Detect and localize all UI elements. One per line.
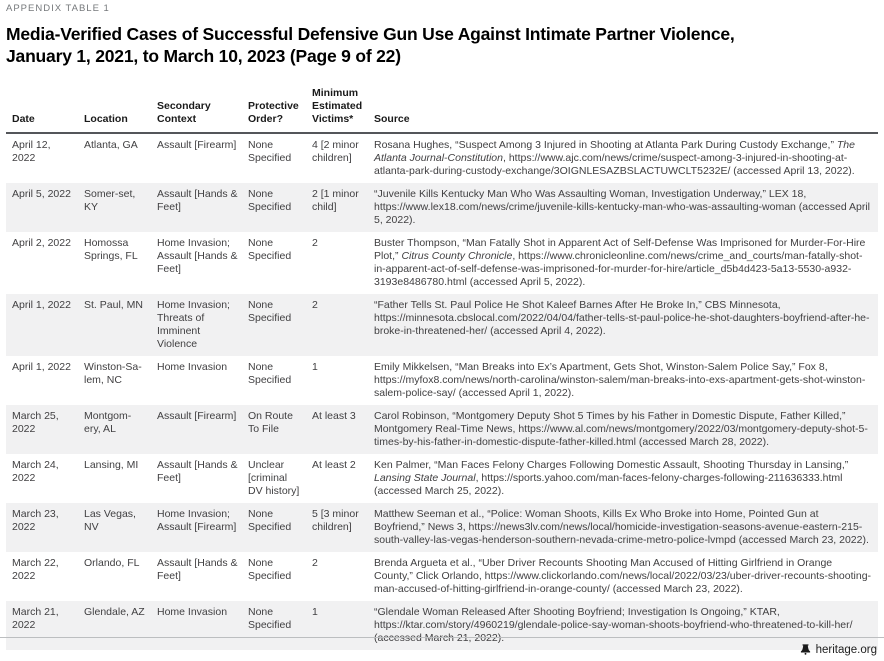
cell-location: Homossa Springs, FL [84, 237, 138, 262]
cell-date: April 2, 2022 [12, 237, 71, 249]
cell-date: April 1, 2022 [12, 299, 71, 311]
page-title: Media-Verified Cases of Successful Defensive Gun Use Against Intimate Partner Violence, January 1, 2021, to March 10, 2023 (Page 9 of 22) [6, 24, 735, 66]
cell-secondary-context: Assault [Hands & Feet] [157, 188, 238, 213]
cell-secondary-context: Assault [Hands & Feet] [157, 557, 238, 582]
cell-source: Carol Robinson, “Montgomery Deputy Shot 5 Times by his Father in Domestic Dispute, Father Killed,” Montgomery Real-Time News, https://www.al.com/news/montgomery/2022/03/montgomery-deputy-shot-5-times-by-his-father-in-domestic-dispute-father-killed.html (accessed March 28, 2022). [374, 410, 868, 448]
cell-source: Rosana Hughes, “Suspect Among 3 Injured in Shooting at Atlanta Park During Custody Exchange,” The Atlanta Journal-Constitution, https://www.ajc.com/news/crime/suspect-among-3-injured-in-shooting-at-atlanta-park-during-custody-exchange/3OIGNLESAZBSLACTUWCLT5232E/ (accessed April 13, 2022). [374, 139, 855, 177]
heritage-brand [799, 643, 877, 656]
cell-location: Glendale, AZ [84, 606, 145, 618]
heritage-bell-icon [799, 643, 812, 656]
cell-source: Ken Palmer, “Man Faces Felony Charges Following Domestic Assault, Shooting Thursday in Lansing,” Lansing State Journal, https://sports.yahoo.com/man-faces-felony-charges-following-211636333.html (accessed March 25, 2022). [374, 459, 849, 497]
cell-secondary-context: Home Invasion [157, 361, 228, 373]
cell-date: April 12, 2022 [12, 139, 51, 164]
defensive-gun-use-table [6, 87, 878, 650]
cell-protective-order: None Specified [248, 606, 292, 631]
footer-site-text: heritage.org [815, 643, 877, 656]
cell-secondary-context: Assault [Firearm] [157, 410, 237, 422]
cell-date: March 24, 2022 [12, 459, 59, 484]
page-footer [0, 637, 884, 661]
cell-min-victims: At least 2 [312, 459, 356, 471]
column-header-source: Source [374, 87, 878, 133]
cell-location: Lansing, MI [84, 459, 139, 471]
column-header-location: Location [84, 87, 157, 133]
cell-location: St. Paul, MN [84, 299, 143, 311]
cell-min-victims: At least 3 [312, 410, 356, 422]
cell-source: Brenda Argueta et al., “Uber Driver Recounts Shooting Man Accused of Hitting Girlfriend in Orange County,” Click Orlando, https://www.clickorlando.com/news/local/2022/03/23/uber-driver-recounts-shooting-man-accused-of-hitting-girlfriend-in-orange-county/ (accessed March 23, 2022). [374, 557, 872, 595]
table-row [6, 356, 878, 405]
table-row [6, 294, 878, 356]
cell-date: April 1, 2022 [12, 361, 71, 373]
cell-min-victims: 2 [312, 237, 318, 249]
cell-min-victims: 5 [3 minor children] [312, 508, 359, 533]
cell-location: Atlanta, GA [84, 139, 138, 151]
cell-date: March 21, 2022 [12, 606, 59, 631]
cell-protective-order: None Specified [248, 557, 292, 582]
cell-location: Las Vegas, NV [84, 508, 136, 533]
column-header-secondary-context: Secondary Context [157, 87, 248, 133]
table-row [6, 503, 878, 552]
cell-min-victims: 2 [1 minor child] [312, 188, 359, 213]
table-row [6, 183, 878, 232]
cell-date: April 5, 2022 [12, 188, 71, 200]
cell-secondary-context: Home Invasion; Assault [Firearm] [157, 508, 237, 533]
cell-source: Matthew Seeman et al., “Police: Woman Shoots, Kills Ex Who Broke into Home, Pointed Gun at Boyfriend,” News 3, https://news3lv.com/news/local/homicide-investigation-seasons-avenue-eastern-215-south-valley-las-vegas-henderson-southern-nevada-crime-metro-police-lvmpd (accessed March 23, 2022). [374, 508, 869, 546]
table-row [6, 454, 878, 503]
cell-source: Buster Thompson, “Man Fatally Shot in Apparent Act of Self-Defense Was Imprisoned for Murder-For-Hire Plot,” Citrus County Chronicle, https://www.chronicleonline.com/news/crime_and_courts/man-fatally-shot-in-apparent-act-of-self-defense-was-imprisoned-for-murder-for-hire/article_d5b4d423-5a13-5530-a932-3193e8486780.html (accessed April 5, 2022). [374, 237, 866, 288]
table-row [6, 405, 878, 454]
cell-protective-order: None Specified [248, 188, 292, 213]
table-row [6, 232, 878, 294]
cell-location: Somer-set, KY [84, 188, 136, 213]
cell-protective-order: Unclear [criminal DV history] [248, 459, 300, 497]
cell-min-victims: 2 [312, 299, 318, 311]
cell-source: “Juvenile Kills Kentucky Man Who Was Assaulting Woman, Investigation Underway,” LEX 18, https://www.lex18.com/news/crime/juvenile-kills-kentucky-man-who-was-assaulting-woman (accessed April 5, 2022). [374, 188, 871, 226]
cell-location: Winston-Sa-lem, NC [84, 361, 142, 386]
column-header-date: Date [6, 87, 84, 133]
cell-secondary-context: Home Invasion [157, 606, 228, 618]
table-row [6, 552, 878, 601]
cell-protective-order: None Specified [248, 361, 292, 386]
cell-secondary-context: Home Invasion; Assault [Hands & Feet] [157, 237, 238, 275]
cell-min-victims: 4 [2 minor children] [312, 139, 359, 164]
cell-protective-order: None Specified [248, 237, 292, 262]
table-header-row [6, 87, 878, 133]
cell-date: March 23, 2022 [12, 508, 59, 533]
appendix-table-kicker: APPENDIX TABLE 1 [6, 3, 110, 14]
cell-secondary-context: Assault [Firearm] [157, 139, 237, 151]
cell-secondary-context: Assault [Hands & Feet] [157, 459, 238, 484]
cell-secondary-context: Home Invasion; Threats of Imminent Violence [157, 299, 230, 350]
column-header-min-victims: Minimum Estimated Victims* [312, 87, 374, 133]
cell-date: March 25, 2022 [12, 410, 59, 435]
cell-protective-order: None Specified [248, 508, 292, 533]
cell-min-victims: 1 [312, 361, 318, 373]
cell-source: Emily Mikkelsen, “Man Breaks into Ex’s Apartment, Gets Shot, Winston-Salem Police Say,” Fox 8, https://myfox8.com/news/north-carolina/winston-salem/man-breaks-into-exs-apartment-gets-shot-winston-salem-police-say/ (accessed April 1, 2022). [374, 361, 866, 399]
cell-protective-order: On Route To File [248, 410, 293, 435]
cell-min-victims: 2 [312, 557, 318, 569]
table-row [6, 133, 878, 183]
cell-source: “Father Tells St. Paul Police He Shot Kaleef Barnes After He Broke In,” CBS Minnesota, https://minnesota.cbslocal.com/2022/04/04/father-tells-st-paul-police-he-shot-daughters-boyfriend-after-he-broke-in-threatened-her/ (accessed April 4, 2022). [374, 299, 870, 337]
cell-date: March 22, 2022 [12, 557, 59, 582]
column-header-protective-order: Protective Order? [248, 87, 312, 133]
cell-location: Montgom-ery, AL [84, 410, 132, 435]
cell-location: Orlando, FL [84, 557, 140, 569]
cell-source: “Glendale Woman Released After Shooting Boyfriend; Investigation Is Ongoing,” KTAR, https://ktar.com/story/4960219/glendale-police-say-woman-shoots-boyfriend-who-threatened-to-kill-her/ (accessed March 21, 2022). [374, 606, 853, 644]
cell-min-victims: 1 [312, 606, 318, 618]
cell-protective-order: None Specified [248, 299, 292, 324]
cell-protective-order: None Specified [248, 139, 292, 164]
